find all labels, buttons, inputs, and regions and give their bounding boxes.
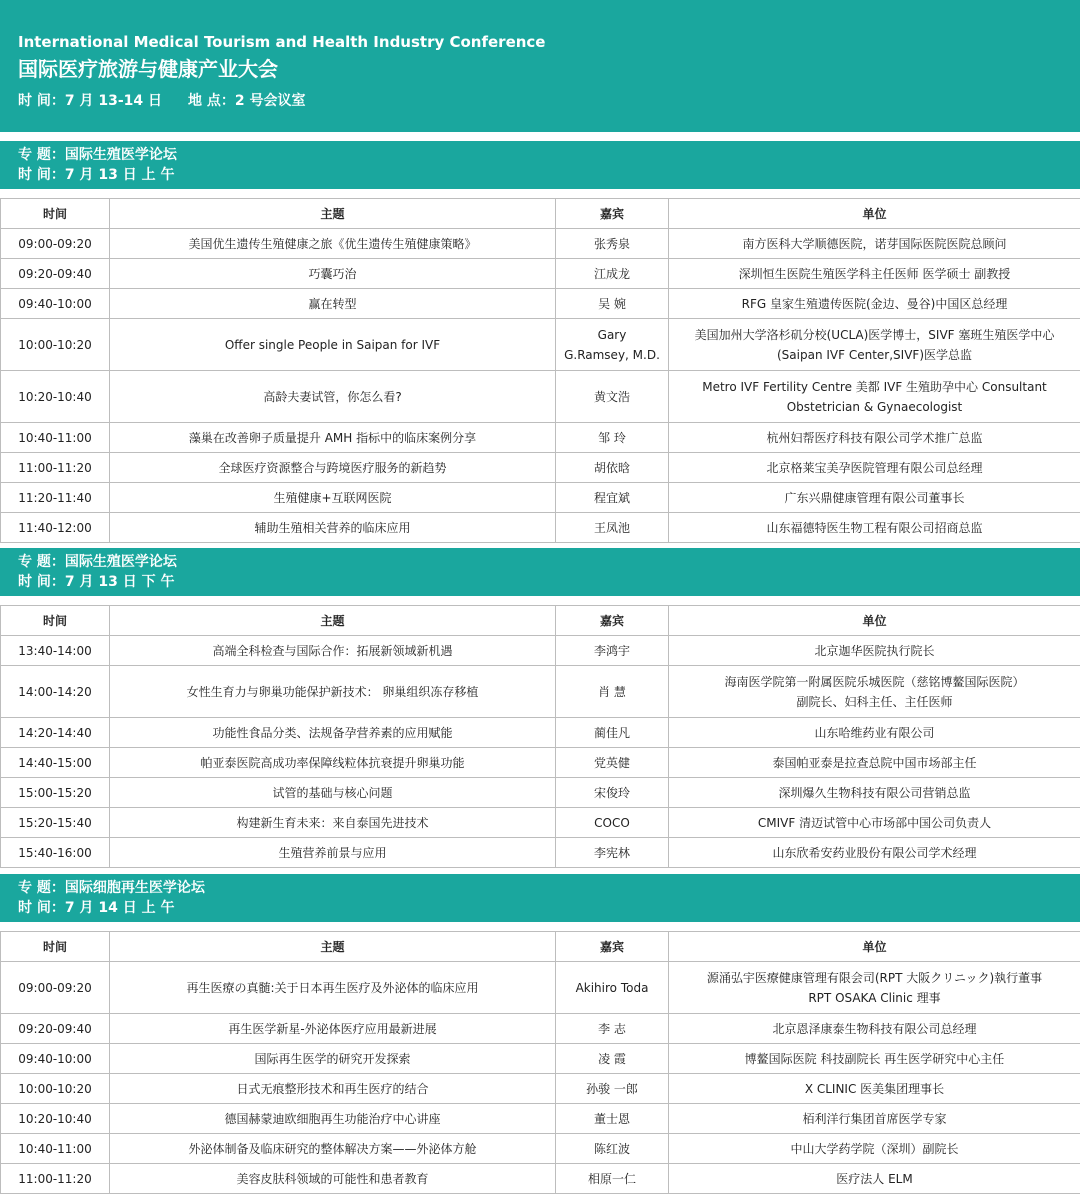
subject-cell: 高端全科检查与国际合作：拓展新领域新机遇 — [110, 636, 556, 666]
session-topic: 专 题：国际生殖医学论坛 — [18, 147, 177, 163]
org-cell — [669, 1104, 1080, 1134]
guest-cell — [556, 371, 669, 423]
guest-name: 胡依晗 — [593, 460, 630, 475]
session-band-3 — [0, 874, 1080, 922]
org-line: Obstetrician & Gynaecologist — [786, 399, 963, 414]
table-row — [1, 319, 1080, 371]
guest-cell — [556, 1044, 669, 1074]
session-time-cell: 10:40-11:00 — [1, 1134, 110, 1164]
guest-cell — [556, 666, 669, 718]
org-line: 南方医科大学顺德医院，诺芽国际医院医院总顾问 — [742, 236, 1007, 251]
table-row — [1, 1104, 1080, 1134]
org-header: 单位 — [669, 932, 1080, 962]
guest-cell — [556, 1104, 669, 1134]
org-cell — [669, 718, 1080, 748]
org-cell — [669, 289, 1080, 319]
org-cell — [669, 259, 1080, 289]
org-line: 山东福德特医生物工程有限公司招商总监 — [766, 520, 983, 535]
table-row — [1, 289, 1080, 319]
subject-cell: 生殖营养前景与应用 — [110, 838, 556, 868]
guest-cell — [556, 838, 669, 868]
session-time-cell: 09:20-09:40 — [1, 1014, 110, 1044]
table-row — [1, 748, 1080, 778]
org-line: CMIVF 清迈试管中心市场部中国公司负责人 — [757, 815, 992, 830]
subject-cell: 美容皮肤科领域的可能性和患者教育 — [110, 1164, 556, 1194]
org-line: 副院长、妇科主任、主任医师 — [796, 694, 953, 709]
guest-cell — [556, 636, 669, 666]
table-row — [1, 1014, 1080, 1044]
guest-name: 孙骏 一郎 — [586, 1081, 638, 1096]
table-row — [1, 636, 1080, 666]
org-line: RPT OSAKA Clinic 理事 — [808, 990, 941, 1005]
table-header-row — [1, 606, 1080, 636]
session-band-1 — [0, 141, 1080, 189]
table-row — [1, 1074, 1080, 1104]
subject-cell: 生殖健康+互联网医院 — [110, 483, 556, 513]
guest-name: 肖 慧 — [598, 684, 626, 699]
guest-name: 蔺佳凡 — [593, 725, 630, 740]
org-line: 北京恩泽康泰生物科技有限公司总经理 — [772, 1021, 977, 1036]
guest-name: 王凤池 — [593, 520, 630, 535]
title-en: International Medical Tourism and Health Industry Conference — [18, 33, 546, 51]
org-cell — [669, 371, 1080, 423]
subject-header: 主题 — [110, 932, 556, 962]
org-line: 山东欣希安药业股份有限公司学术经理 — [772, 845, 977, 860]
session-time-cell: 10:00-10:20 — [1, 319, 110, 371]
org-line: 北京格莱宝美孕医院管理有限公司总经理 — [766, 460, 983, 475]
guest-cell — [556, 513, 669, 543]
guest-cell — [556, 718, 669, 748]
schedule-table-3 — [0, 931, 1080, 1194]
table-row — [1, 808, 1080, 838]
table-row — [1, 371, 1080, 423]
guest-name: 陈红波 — [593, 1141, 630, 1156]
table-row — [1, 259, 1080, 289]
header-time: 时 间：7 月 13-14 日 — [18, 93, 163, 109]
guest-cell — [556, 748, 669, 778]
conference-header — [0, 0, 1080, 132]
time-header: 时间 — [1, 606, 110, 636]
guest-name: 相原一仁 — [587, 1171, 636, 1186]
session-band-2 — [0, 548, 1080, 596]
org-line: (Saipan IVF Center,SIVF)医学总监 — [777, 347, 972, 362]
session-time-cell: 09:00-09:20 — [1, 962, 110, 1014]
org-cell — [669, 1164, 1080, 1194]
org-line: 医疗法人 ELM — [836, 1171, 913, 1186]
time-header: 时间 — [1, 199, 110, 229]
org-line: 北京迦华医院执行院长 — [814, 643, 935, 658]
table-row — [1, 838, 1080, 868]
subject-cell: 德国赫蒙迪欧细胞再生功能治疗中心讲座 — [110, 1104, 556, 1134]
org-cell — [669, 453, 1080, 483]
table-row — [1, 962, 1080, 1014]
guest-name: 黄文浩 — [593, 389, 630, 404]
session-time-cell: 13:40-14:00 — [1, 636, 110, 666]
org-cell — [669, 483, 1080, 513]
org-line: 深圳爆久生物科技有限公司营销总监 — [778, 785, 971, 800]
subject-header: 主题 — [110, 606, 556, 636]
org-cell — [669, 748, 1080, 778]
guest-name: 董士恩 — [593, 1111, 630, 1126]
org-line: X CLINIC 医美集团理事长 — [804, 1081, 945, 1096]
org-cell — [669, 636, 1080, 666]
subject-cell: 高龄夫妻试管，你怎么看? — [110, 371, 556, 423]
subject-cell: 美国优生遗传生殖健康之旅《优生遗传生殖健康策略》 — [110, 229, 556, 259]
guest-cell — [556, 423, 669, 453]
org-cell — [669, 423, 1080, 453]
session-time-cell: 14:40-15:00 — [1, 748, 110, 778]
subject-header: 主题 — [110, 199, 556, 229]
org-line: 中山大学药学院（深圳）副院长 — [790, 1141, 959, 1156]
subject-cell: 女性生育力与卵巢功能保护新技术： 卵巢组织冻存移植 — [110, 666, 556, 718]
session-time-cell: 10:20-10:40 — [1, 1104, 110, 1134]
org-line: 杭州妇帮医疗科技有限公司学术推广总监 — [766, 430, 983, 445]
org-line: 美国加州大学洛杉矶分校(UCLA)医学博士，SIVF 塞班生殖医学中心 — [694, 327, 1055, 342]
guest-name: 江成龙 — [593, 266, 630, 281]
org-header: 单位 — [669, 199, 1080, 229]
org-cell — [669, 778, 1080, 808]
subject-cell: 赢在转型 — [110, 289, 556, 319]
table-row — [1, 1134, 1080, 1164]
org-line: 源涌弘宇医療健康管理有限会司(RPT 大阪クリニック)執行董事 — [706, 970, 1043, 985]
guest-cell — [556, 483, 669, 513]
session-time: 时 间：7 月 14 日 上 午 — [18, 900, 175, 916]
guest-name: 宋俊玲 — [593, 785, 630, 800]
org-line: 广东兴鼎健康管理有限公司董事长 — [784, 490, 965, 505]
guest-name: 李 志 — [598, 1021, 626, 1036]
subject-cell: 功能性食品分类、法规备孕营养素的应用赋能 — [110, 718, 556, 748]
guest-cell — [556, 453, 669, 483]
subject-cell: 试管的基础与核心问题 — [110, 778, 556, 808]
schedule-table-1 — [0, 198, 1080, 543]
org-cell — [669, 808, 1080, 838]
session-time-cell: 09:40-10:00 — [1, 1044, 110, 1074]
session-topic: 专 题：国际细胞再生医学论坛 — [18, 880, 205, 896]
subject-cell: 帕亚泰医院高成功率保障线粒体抗衰提升卵巢功能 — [110, 748, 556, 778]
session-time-cell: 14:00-14:20 — [1, 666, 110, 718]
title-cn: 国际医疗旅游与健康产业大会 — [18, 57, 278, 81]
session-time-cell: 11:00-11:20 — [1, 453, 110, 483]
session-time-cell: 15:20-15:40 — [1, 808, 110, 838]
session-time-cell: 09:20-09:40 — [1, 259, 110, 289]
session-time-cell: 11:40-12:00 — [1, 513, 110, 543]
org-line: 栢利洋行集团首席医学专家 — [802, 1111, 947, 1126]
guest-name: COCO — [594, 815, 630, 830]
guest-name: 程宜斌 — [593, 490, 630, 505]
org-cell — [669, 1074, 1080, 1104]
org-cell — [669, 962, 1080, 1014]
subject-cell: 巧囊巧治 — [110, 259, 556, 289]
org-line: 海南医学院第一附属医院乐城医院（慈铭博鳌国际医院） — [724, 674, 1025, 689]
subject-cell: Offer single People in Saipan for IVF — [110, 319, 556, 371]
schedule-table-2 — [0, 605, 1080, 868]
guest-header: 嘉宾 — [556, 606, 669, 636]
org-line: 泰国帕亚泰是拉查总院中国市场部主任 — [772, 755, 977, 770]
header-place: 地 点：2 号会议室 — [188, 93, 306, 109]
session-time: 时 间：7 月 13 日 下 午 — [18, 574, 175, 590]
guest-cell — [556, 289, 669, 319]
session-time-cell: 11:00-11:20 — [1, 1164, 110, 1194]
table-row — [1, 513, 1080, 543]
guest-name: 张秀泉 — [593, 236, 630, 251]
guest-name: 李鸿宇 — [593, 643, 630, 658]
table-row — [1, 718, 1080, 748]
session-time-cell: 15:00-15:20 — [1, 778, 110, 808]
subject-cell: 构建新生育未来：来自泰国先进技术 — [110, 808, 556, 838]
subject-cell: 日式无痕整形技术和再生医疗的结合 — [110, 1074, 556, 1104]
subject-cell: 辅助生殖相关营养的临床应用 — [110, 513, 556, 543]
session-topic: 专 题：国际生殖医学论坛 — [18, 554, 177, 570]
table-header-row — [1, 932, 1080, 962]
guest-cell — [556, 259, 669, 289]
org-cell — [669, 513, 1080, 543]
org-line: 博鳌国际医院 科技副院长 再生医学研究中心主任 — [744, 1051, 1005, 1066]
table-header-row — [1, 199, 1080, 229]
guest-cell — [556, 1074, 669, 1104]
guest-name: 邹 玲 — [598, 430, 626, 445]
guest-name: 党英健 — [593, 755, 630, 770]
table-row — [1, 1044, 1080, 1074]
org-cell — [669, 838, 1080, 868]
guest-name: G.Ramsey, M.D. — [564, 347, 660, 362]
guest-name: Akihiro Toda — [575, 980, 649, 995]
guest-cell — [556, 778, 669, 808]
subject-cell: 再生医学新星-外泌体医疗应用最新进展 — [110, 1014, 556, 1044]
subject-cell: 藻巢在改善卵子质量提升 AMH 指标中的临床案例分享 — [110, 423, 556, 453]
org-cell — [669, 1044, 1080, 1074]
org-line: Metro IVF Fertility Centre 美都 IVF 生殖助孕中心 Consultant — [702, 379, 1047, 394]
guest-name: 凌 霞 — [598, 1051, 626, 1066]
session-time-cell: 09:00-09:20 — [1, 229, 110, 259]
subject-cell: 全球医疗资源整合与跨境医疗服务的新趋势 — [110, 453, 556, 483]
org-line: RFG 皇家生殖遗传医院(金边、曼谷)中国区总经理 — [741, 296, 1008, 311]
table-row — [1, 778, 1080, 808]
subject-cell: 再生医療の真髄:关于日本再生医疗及外泌体的临床应用 — [110, 962, 556, 1014]
session-time-cell: 14:20-14:40 — [1, 718, 110, 748]
guest-header: 嘉宾 — [556, 932, 669, 962]
table-row — [1, 423, 1080, 453]
guest-name: 吴 婉 — [598, 296, 626, 311]
time-header: 时间 — [1, 932, 110, 962]
guest-name: 李宪林 — [593, 845, 630, 860]
org-cell — [669, 319, 1080, 371]
subject-cell: 国际再生医学的研究开发探索 — [110, 1044, 556, 1074]
guest-cell — [556, 1164, 669, 1194]
table-row — [1, 453, 1080, 483]
guest-name: Gary — [597, 327, 627, 342]
org-cell — [669, 1014, 1080, 1044]
org-line: 山东哈维药业有限公司 — [814, 725, 935, 740]
table-row — [1, 483, 1080, 513]
subject-cell: 外泌体制备及临床研究的整体解决方案——外泌体方舱 — [110, 1134, 556, 1164]
org-header: 单位 — [669, 606, 1080, 636]
session-time-cell: 10:40-11:00 — [1, 423, 110, 453]
session-time-cell: 09:40-10:00 — [1, 289, 110, 319]
guest-cell — [556, 1014, 669, 1044]
org-cell — [669, 1134, 1080, 1164]
org-cell — [669, 666, 1080, 718]
guest-cell — [556, 229, 669, 259]
session-time-cell: 10:00-10:20 — [1, 1074, 110, 1104]
session-time-cell: 10:20-10:40 — [1, 371, 110, 423]
session-time-cell: 15:40-16:00 — [1, 838, 110, 868]
guest-cell — [556, 962, 669, 1014]
guest-cell — [556, 1134, 669, 1164]
session-time-cell: 11:20-11:40 — [1, 483, 110, 513]
table-row — [1, 666, 1080, 718]
table-row — [1, 229, 1080, 259]
guest-header: 嘉宾 — [556, 199, 669, 229]
table-row — [1, 1164, 1080, 1194]
org-cell — [669, 229, 1080, 259]
guest-cell — [556, 319, 669, 371]
guest-cell — [556, 808, 669, 838]
header-info — [18, 91, 1080, 111]
org-line: 深圳恒生医院生殖医学科主任医师 医学硕士 副教授 — [738, 266, 1011, 281]
session-time: 时 间：7 月 13 日 上 午 — [18, 167, 175, 183]
